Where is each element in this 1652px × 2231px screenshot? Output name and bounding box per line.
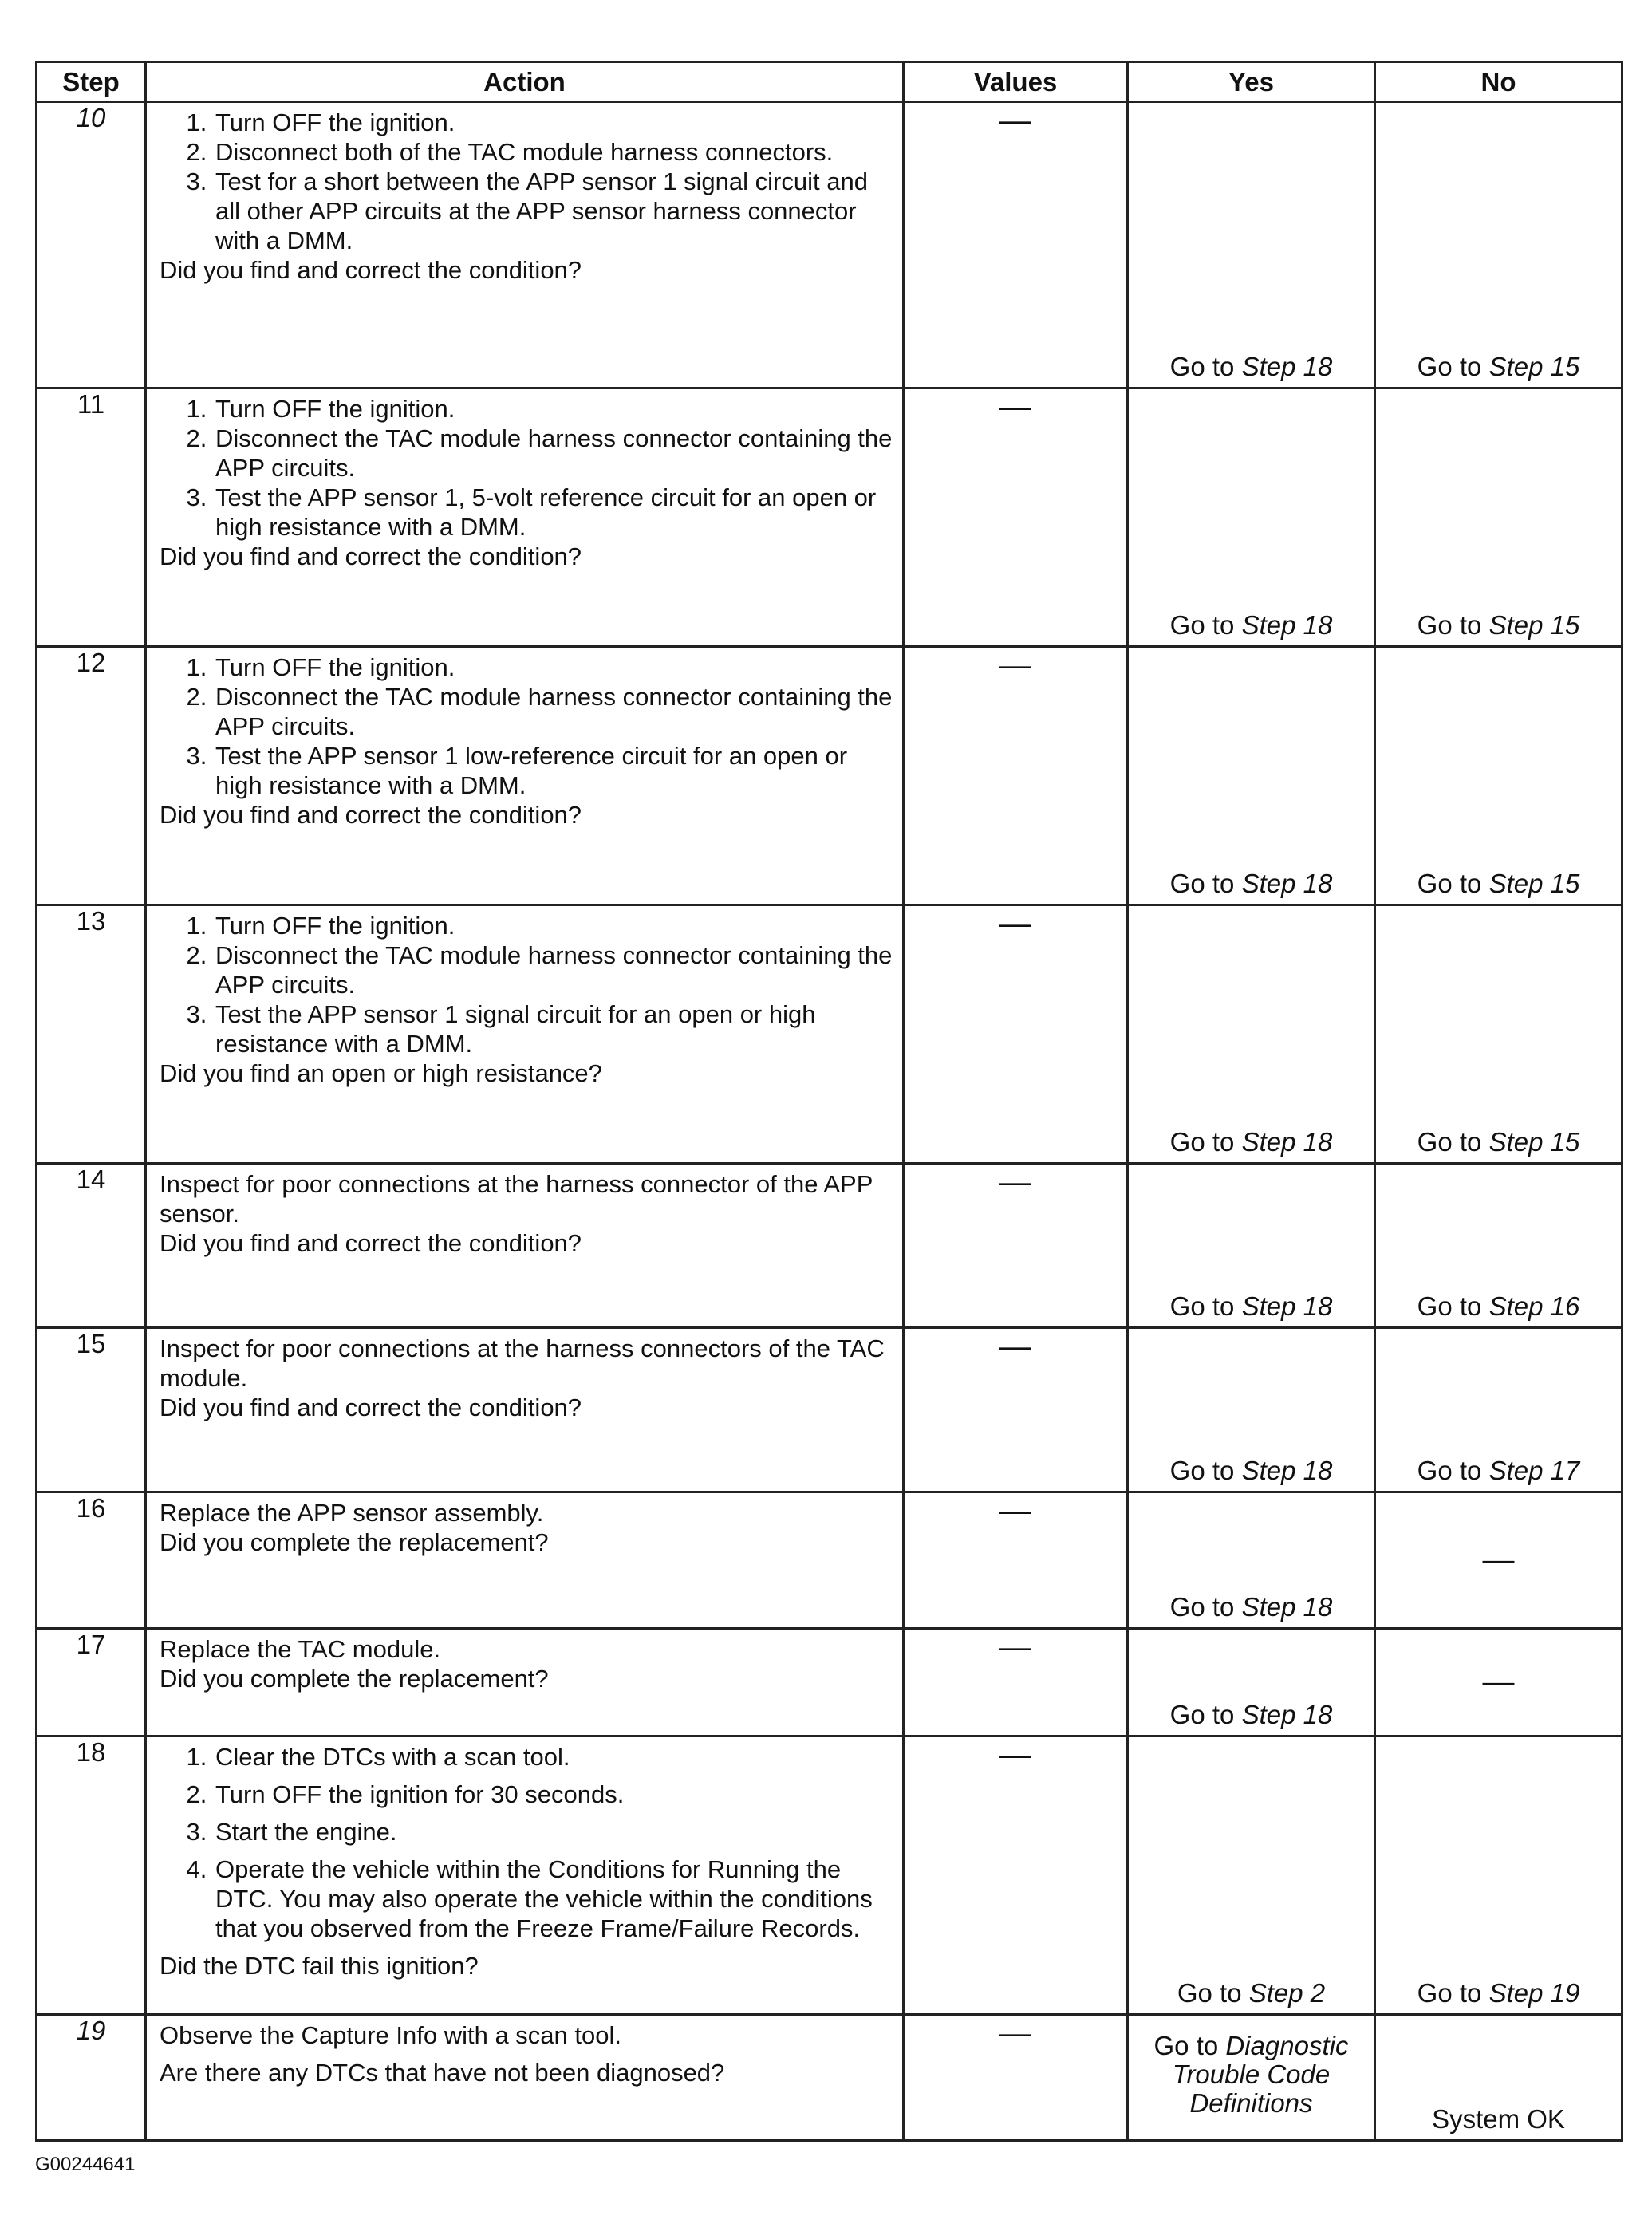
- value-cell: —: [904, 1328, 1128, 1492]
- yes-prefix: Go to: [1169, 1700, 1242, 1729]
- header-values: Values: [904, 62, 1128, 102]
- no-cell: [1375, 1492, 1622, 1629]
- yes-link[interactable]: Step 18: [1241, 1291, 1333, 1321]
- yes-link[interactable]: Step 18: [1241, 1127, 1333, 1157]
- no-link[interactable]: Step 15: [1488, 610, 1580, 640]
- value-cell: —: [904, 1629, 1128, 1736]
- action-steps: [160, 394, 894, 542]
- no-cell: [1375, 1629, 1622, 1736]
- action-step: 1. Turn OFF the ignition.: [214, 911, 894, 940]
- action-question: Did you find an open or high resistance?: [160, 1059, 602, 1087]
- no-value: —: [1482, 1664, 1515, 1700]
- step-number: 18: [37, 1736, 146, 2015]
- step-number: 11: [37, 388, 146, 647]
- action-steps: [160, 911, 894, 1058]
- no-cell: [1375, 2015, 1622, 2141]
- yes-cell: [1128, 1629, 1375, 1736]
- header-yes: Yes: [1128, 62, 1375, 102]
- no-prefix: Go to: [1417, 869, 1489, 898]
- value-cell: —: [904, 2015, 1128, 2141]
- yes-prefix: Go to: [1169, 1127, 1242, 1157]
- yes-link[interactable]: Step 18: [1241, 1456, 1333, 1485]
- yes-prefix: Go to: [1169, 352, 1242, 381]
- table-row: [37, 2015, 1622, 2141]
- yes-link[interactable]: Step 18: [1241, 1700, 1333, 1729]
- action-step: 4. Operate the vehicle within the Conditions for Running the DTC. You may also operate the vehicle within the conditions that you observed from the Freeze Frame/Failure Records.: [214, 1855, 894, 1943]
- yes-link[interactable]: Step 18: [1241, 869, 1333, 898]
- action-step: 2. Disconnect the TAC module harness connector containing the APP circuits.: [214, 682, 894, 741]
- action-question: Did you complete the replacement?: [160, 1665, 549, 1693]
- action-cell: [146, 1328, 904, 1492]
- action-steps: [160, 108, 894, 255]
- action-question: Did you find and correct the condition?: [160, 1393, 582, 1421]
- action-cell: [146, 905, 904, 1164]
- value-cell: —: [904, 647, 1128, 905]
- action-text: Replace the APP sensor assembly.: [160, 1499, 544, 1527]
- action-step: 2. Disconnect both of the TAC module harness connectors.: [214, 137, 894, 167]
- action-steps: [160, 1742, 894, 1951]
- action-steps: [160, 652, 894, 800]
- yes-cell: [1128, 388, 1375, 647]
- figure-id: G00244641: [35, 2154, 136, 2175]
- no-cell: [1375, 1164, 1622, 1328]
- action-step: 2. Disconnect the TAC module harness connector containing the APP circuits.: [214, 940, 894, 999]
- yes-prefix: Go to: [1177, 1978, 1249, 2008]
- table-row: [37, 905, 1622, 1164]
- yes-link[interactable]: Step 18: [1241, 352, 1333, 381]
- no-cell: [1375, 102, 1622, 388]
- action-text: Observe the Capture Info with a scan tool.: [160, 2021, 621, 2049]
- value-cell: —: [904, 1736, 1128, 2015]
- value-cell: —: [904, 1492, 1128, 1629]
- action-question: Did you find and correct the condition?: [160, 1229, 582, 1257]
- action-step: 1. Clear the DTCs with a scan tool.: [214, 1742, 894, 1772]
- step-number: 19: [37, 2015, 146, 2141]
- action-cell: [146, 2015, 904, 2141]
- yes-cell: [1128, 1492, 1375, 1629]
- action-cell: [146, 102, 904, 388]
- no-link[interactable]: Step 15: [1488, 869, 1580, 898]
- action-cell: [146, 388, 904, 647]
- action-question: Did you find and correct the condition?: [160, 801, 582, 829]
- action-cell: [146, 1164, 904, 1328]
- no-link[interactable]: Step 15: [1488, 352, 1580, 381]
- no-cell: [1375, 647, 1622, 905]
- step-number: 15: [37, 1328, 146, 1492]
- yes-link[interactable]: Step 2: [1248, 1978, 1326, 2008]
- action-question: Did you find and correct the condition?: [160, 256, 582, 284]
- action-step: 2. Turn OFF the ignition for 30 seconds.: [214, 1780, 894, 1809]
- step-number: 10: [37, 102, 146, 388]
- table-row: [37, 102, 1622, 388]
- value-cell: —: [904, 102, 1128, 388]
- action-step: 1. Turn OFF the ignition.: [214, 652, 894, 682]
- step-number: 14: [37, 1164, 146, 1328]
- action-step: 3. Start the engine.: [214, 1817, 894, 1847]
- yes-cell: [1128, 1328, 1375, 1492]
- diagnostic-table: [35, 61, 1623, 2142]
- action-cell: [146, 1736, 904, 2015]
- no-prefix: Go to: [1417, 1127, 1489, 1157]
- no-prefix: Go to: [1417, 1456, 1489, 1485]
- action-cell: [146, 647, 904, 905]
- table-row: [37, 1492, 1622, 1629]
- action-question: Did you complete the replacement?: [160, 1528, 549, 1556]
- table-row: [37, 1328, 1622, 1492]
- step-number: 17: [37, 1629, 146, 1736]
- action-text: Replace the TAC module.: [160, 1635, 441, 1663]
- action-cell: [146, 1629, 904, 1736]
- header-row: [37, 62, 1622, 102]
- table-row: [37, 388, 1622, 647]
- no-cell: [1375, 1736, 1622, 2015]
- no-cell: [1375, 1328, 1622, 1492]
- yes-cell: [1128, 102, 1375, 388]
- no-prefix: Go to: [1417, 352, 1489, 381]
- step-number: 13: [37, 905, 146, 1164]
- yes-prefix: Go to: [1169, 869, 1242, 898]
- action-step: 1. Turn OFF the ignition.: [214, 108, 894, 137]
- no-prefix: Go to: [1417, 1291, 1489, 1321]
- yes-prefix: Go to: [1169, 1592, 1242, 1622]
- action-question: Did you find and correct the condition?: [160, 542, 582, 570]
- yes-link[interactable]: Step 18: [1241, 610, 1333, 640]
- table-row: [37, 647, 1622, 905]
- table-row: [37, 1629, 1622, 1736]
- action-step: 3. Test the APP sensor 1, 5-volt reference circuit for an open or high resistance with a DMM.: [214, 483, 894, 542]
- no-link[interactable]: Step 17: [1488, 1456, 1580, 1485]
- yes-prefix: Go to: [1169, 610, 1242, 640]
- action-step: 3. Test for a short between the APP sensor 1 signal circuit and all other APP circuits at the APP sensor harness connector with a DMM.: [214, 167, 894, 255]
- action-question: Are there any DTCs that have not been diagnosed?: [160, 2059, 725, 2087]
- no-prefix: Go to: [1417, 1978, 1489, 2008]
- yes-cell: [1128, 647, 1375, 905]
- yes-cell: [1128, 905, 1375, 1164]
- action-step: 1. Turn OFF the ignition.: [214, 394, 894, 424]
- yes-link[interactable]: Step 18: [1241, 1592, 1333, 1622]
- step-number: 16: [37, 1492, 146, 1629]
- yes-prefix: Go to: [1153, 2031, 1226, 2060]
- action-step: 3. Test the APP sensor 1 low-reference circuit for an open or high resistance with a DMM.: [214, 741, 894, 800]
- header-action: Action: [146, 62, 904, 102]
- step-number: 12: [37, 647, 146, 905]
- yes-prefix: Go to: [1169, 1456, 1242, 1485]
- action-step: 3. Test the APP sensor 1 signal circuit for an open or high resistance with a DMM.: [214, 999, 894, 1058]
- no-text: System OK: [1432, 2104, 1565, 2134]
- yes-prefix: Go to: [1169, 1291, 1242, 1321]
- action-text: Inspect for poor connections at the harness connectors of the TAC module.: [160, 1334, 885, 1392]
- yes-link[interactable]: Diagnostic Trouble Code Definitions: [1172, 2031, 1349, 2118]
- value-cell: —: [904, 1164, 1128, 1328]
- yes-cell: [1128, 2015, 1375, 2141]
- value-cell: —: [904, 905, 1128, 1164]
- no-prefix: Go to: [1417, 610, 1489, 640]
- header-step: Step: [37, 62, 146, 102]
- header-no: No: [1375, 62, 1622, 102]
- action-question: Did the DTC fail this ignition?: [160, 1952, 479, 1980]
- no-link[interactable]: Step 19: [1488, 1978, 1580, 2008]
- no-link[interactable]: Step 15: [1488, 1127, 1580, 1157]
- table-row: [37, 1164, 1622, 1328]
- no-cell: [1375, 388, 1622, 647]
- yes-cell: [1128, 1736, 1375, 2015]
- action-text: Inspect for poor connections at the harness connector of the APP sensor.: [160, 1170, 873, 1228]
- action-cell: [146, 1492, 904, 1629]
- no-cell: [1375, 905, 1622, 1164]
- yes-cell: [1128, 1164, 1375, 1328]
- action-step: 2. Disconnect the TAC module harness connector containing the APP circuits.: [214, 424, 894, 483]
- value-cell: —: [904, 388, 1128, 647]
- no-link[interactable]: Step 16: [1488, 1291, 1580, 1321]
- table-row: [37, 1736, 1622, 2015]
- no-value: —: [1482, 1542, 1515, 1578]
